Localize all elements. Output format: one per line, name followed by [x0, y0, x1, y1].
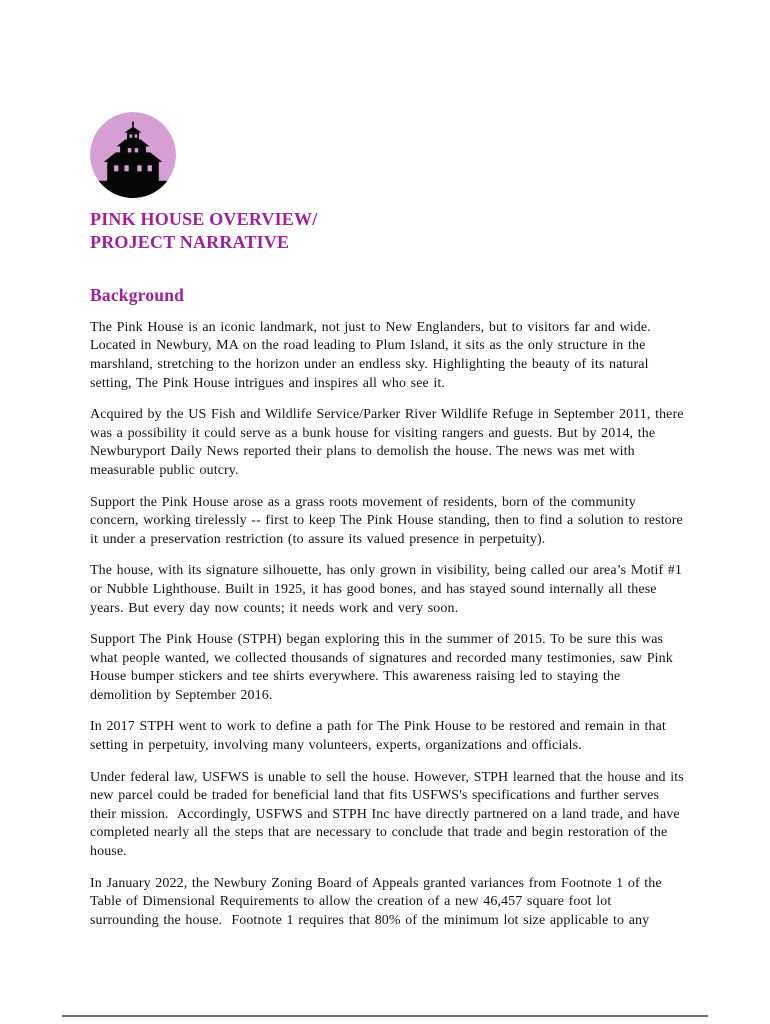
page-bottom-edge — [62, 1015, 708, 1017]
paragraph-stph-2015: Support The Pink House (STPH) began exploring this in the summer of 2015. To be sure this was what people wanted, we collected thousands of signatures and recorded many testimonies, saw Pink House bumper stickers and tee shirts everywhere. This awareness raising led to staying the demolition by September 2016. — [90, 632, 678, 703]
title-line-2: PROJECT NARRATIVE — [90, 232, 290, 253]
paragraph-intro: The Pink House is an iconic landmark, not just to New Englanders, but to visitors far and wide. Located in Newbury, MA on the road leading to Plum Island, it sits as the only structure in the marshland, stretching to the horizon under an endless sky. Highlighting the beauty of its natural setting, The Pink House intrigues and inspires all who see it. — [90, 319, 656, 391]
cupola-window — [135, 134, 138, 137]
title-line-1: PINK HOUSE OVERVIEW/ — [90, 209, 318, 229]
house-upper-level — [120, 146, 146, 155]
upper-window — [135, 148, 138, 152]
section-heading-background: Background — [90, 284, 185, 305]
paragraph-silhouette: The house, with its signature silhouette, has only grown in visibility, being called our area’s Motif #1 or Nubble Lighthouse. Built in 1925, it has good bones, and has stayed sound internally all these years. But every day now counts; it needs work and very soon. — [90, 563, 687, 616]
logo-ground — [90, 181, 176, 198]
pink-house-logo — [90, 112, 176, 198]
document-body — [90, 319, 689, 931]
house-body — [107, 161, 159, 182]
cupola-window — [130, 134, 133, 137]
document-title — [90, 208, 684, 255]
lower-window — [137, 165, 141, 171]
lower-window — [114, 165, 118, 171]
paragraph-land-trade: Under federal law, USFWS is unable to sell the house. However, STPH learned that the house and its new parcel could be traded for beneficial land that fits USFWS's specifications and further serves their mission. Accordingly, USFWS and STPH Inc have directly partnered on a land trade, and have completed nearly all the steps that are necessary to conclude that trade and begin restoration of the house. — [90, 769, 689, 860]
upper-window — [128, 148, 131, 152]
paragraph-grassroots: Support the Pink House arose as a grass roots movement of residents, born of the community concern, working tirelessly -- first to keep The Pink House standing, then to find a solution to restore it under a preservation restriction (to assure its valued presence in perpetuity). — [90, 494, 688, 547]
paragraph-zoning-2022: In January 2022, the Newbury Zoning Board of Appeals granted variances from Footnote 1 of the Table of Dimensional Requirements to allow the creation of a new 46,457 square foot lot surrounding the house. Footnote 1 requires that 80% of the minimum lot size applicable to any — [90, 875, 667, 928]
paragraph-2017-path: In 2017 STPH went to work to define a path for The Pink House to be restored and remain in that setting in perpetuity, involving many volunteers, experts, organizations and officials. — [90, 719, 671, 754]
paragraph-acquisition: Acquired by the US Fish and Wildlife Service/Parker River Wildlife Refuge in September 2011, there was a possibility it could serve as a bunk house for visiting rangers and guests. But by 2014, the Newburyport Daily News reported their plans to demolish the house. The news was met with measurable public outcry. — [90, 407, 689, 478]
page-content — [90, 112, 689, 930]
pink-house-logo-graphic — [90, 112, 176, 198]
lower-window — [148, 165, 152, 171]
lower-window — [124, 165, 128, 171]
house-finial — [132, 121, 134, 126]
